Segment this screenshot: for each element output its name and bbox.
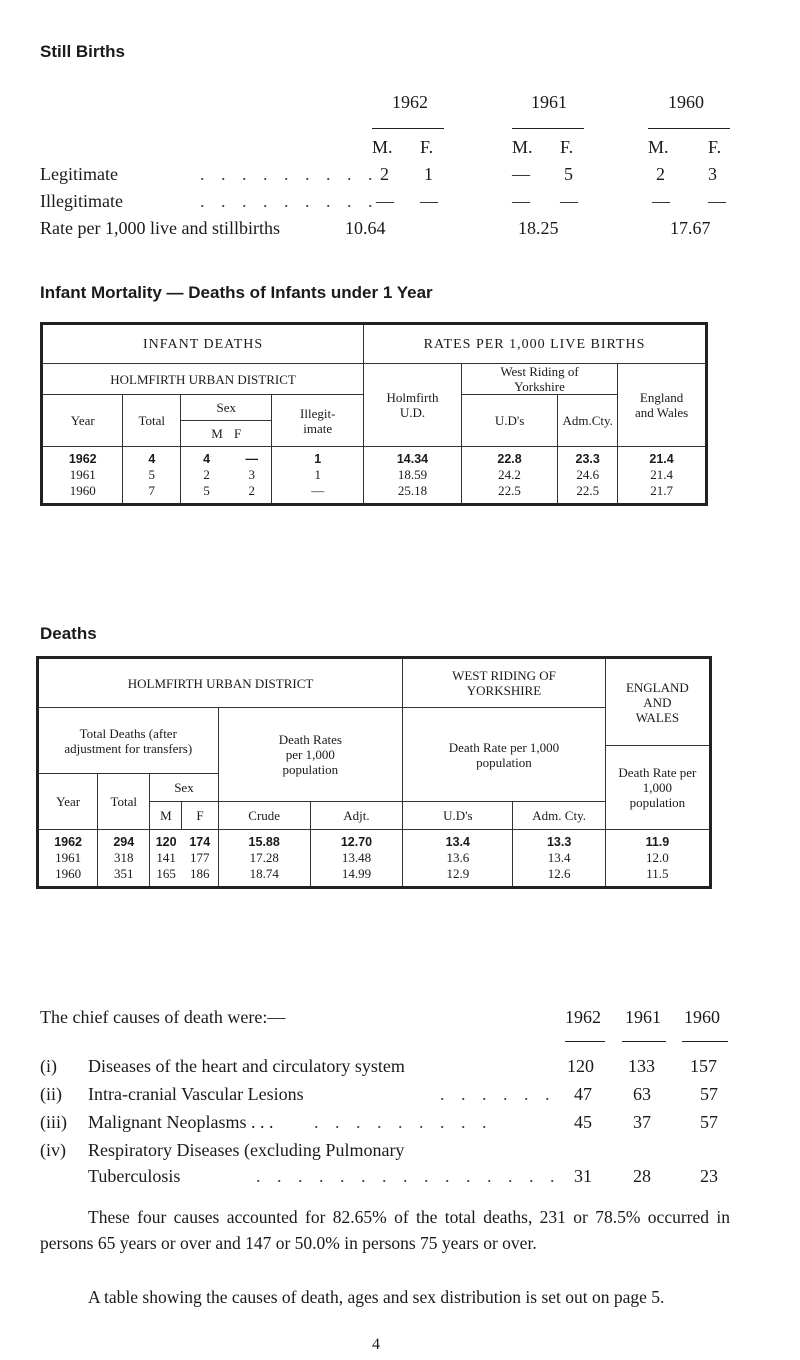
cell-adm: 13.4: [513, 850, 605, 866]
cell-ew: 21.4: [618, 447, 707, 468]
still-births-year-rule: [648, 128, 730, 129]
cell-illegit: 1: [272, 447, 364, 468]
cell-total: 7: [123, 483, 181, 505]
cell-year: 1960: [42, 483, 123, 505]
causes-year-1960: 1960: [684, 1007, 720, 1027]
table-row: [38, 830, 711, 851]
cause-value-1960: 157: [690, 1056, 717, 1076]
cell-total: 5: [123, 467, 181, 483]
causes-year-rule: [682, 1041, 728, 1042]
cause-value-1961: 63: [633, 1084, 651, 1104]
sex-header-f: F.: [420, 137, 434, 157]
cause-value-1962: 47: [574, 1084, 592, 1104]
cell-m: 5: [181, 483, 233, 505]
header-ew-death-rate: Death Rate per 1,000 population: [605, 746, 710, 830]
legitimate-label: Legitimate: [40, 164, 118, 184]
header-f: F: [182, 802, 218, 830]
cell-illegit: —: [272, 483, 364, 505]
header-west-riding: West Riding of Yorkshire: [461, 364, 617, 395]
cell-ew: 21.7: [618, 483, 707, 505]
cause-label: Malignant Neoplasms . . .: [88, 1112, 274, 1132]
illegit-1962-m: —: [376, 191, 394, 211]
cell-f: 2: [232, 483, 272, 505]
causes-year-rule: [622, 1041, 666, 1042]
cell-ew: 11.5: [605, 866, 710, 888]
cell-uds: 12.9: [403, 866, 513, 888]
sex-header-f: F.: [708, 137, 722, 157]
table-row: [38, 866, 711, 888]
still-births-year-1962: 1962: [392, 92, 428, 112]
cell-adm: 22.5: [558, 483, 618, 505]
rate-1962: 10.64: [345, 218, 386, 238]
still-births-title: Still Births: [40, 42, 126, 61]
illegit-1961-m: —: [512, 191, 530, 211]
cause-number: (ii): [40, 1084, 62, 1104]
cell-ew: 11.9: [605, 830, 710, 851]
cell-crude: 15.88: [218, 830, 310, 851]
legit-1961-f: 5: [564, 164, 573, 184]
legit-1960-m: 2: [656, 164, 665, 184]
cell-illegit: 1: [272, 467, 364, 483]
still-births-year-rule: [512, 128, 584, 129]
deaths-title: Deaths: [40, 624, 97, 643]
cell-uds: 13.4: [403, 830, 513, 851]
sex-header-m: M.: [648, 137, 669, 157]
rate-label: Rate per 1,000 live and stillbirths: [40, 218, 280, 238]
leader-dots: . . . . . . . . .: [200, 164, 379, 184]
table-row: [42, 467, 707, 483]
header-adjt: Adjt.: [310, 802, 402, 830]
illegit-1960-f: —: [708, 191, 726, 211]
header-mf: M F: [181, 421, 272, 447]
cell-adjt: 14.99: [310, 866, 402, 888]
cause-value-1961: 28: [633, 1166, 651, 1186]
legit-1961-m: —: [512, 164, 530, 184]
legit-1962-m: 2: [380, 164, 389, 184]
cell-adm: 23.3: [558, 447, 618, 468]
cell-adjt: 12.70: [310, 830, 402, 851]
header-adm-cty: Adm. Cty.: [513, 802, 605, 830]
cell-total: 294: [98, 830, 150, 851]
cause-label: Respiratory Diseases (excluding Pulmonary: [88, 1140, 405, 1160]
header-year: Year: [42, 395, 123, 447]
cause-label: Intra-cranial Vascular Lesions: [88, 1084, 304, 1104]
cause-value-1962: 31: [574, 1166, 592, 1186]
page-number: 4: [372, 1336, 380, 1353]
cell-uds: 24.2: [461, 467, 557, 483]
cause-value-1962: 45: [574, 1112, 592, 1132]
cell-f: 174: [182, 830, 218, 851]
cell-year: 1962: [42, 447, 123, 468]
cell-f: 177: [182, 850, 218, 866]
header-infant-deaths: INFANT DEATHS: [42, 324, 364, 364]
header-holmfirth-ud: Holmfirth U.D.: [364, 364, 462, 447]
cell-year: 1961: [42, 467, 123, 483]
cell-m: 4: [181, 447, 233, 468]
cause-label: Diseases of the heart and circulatory system: [88, 1056, 405, 1076]
leader-dots: . . . . . . . . .: [314, 1112, 493, 1132]
illegit-1960-m: —: [652, 191, 670, 211]
table-row: [42, 483, 707, 505]
causes-intro: The chief causes of death were:—: [40, 1007, 286, 1027]
header-adm-cty: Adm.Cty.: [558, 395, 618, 447]
causes-year-1961: 1961: [625, 1007, 661, 1027]
cell-m: 120: [150, 830, 182, 851]
header-sex: Sex: [150, 774, 218, 802]
cell-ew: 21.4: [618, 467, 707, 483]
cause-number: (iii): [40, 1112, 67, 1132]
still-births-year-1960: 1960: [668, 92, 704, 112]
rate-1960: 17.67: [670, 218, 711, 238]
legit-1962-f: 1: [424, 164, 433, 184]
cell-m: 2: [181, 467, 233, 483]
cause-number: (i): [40, 1056, 57, 1076]
table-row: [38, 850, 711, 866]
cell-ew: 12.0: [605, 850, 710, 866]
header-death-rates: Death Rates per 1,000 population: [218, 708, 403, 802]
cell-f: 186: [182, 866, 218, 888]
causes-year-1962: 1962: [565, 1007, 601, 1027]
cell-crude: 18.74: [218, 866, 310, 888]
header-total: Total: [123, 395, 181, 447]
infant-mortality-title: Infant Mortality — Deaths of Infants under 1 Year: [40, 283, 433, 302]
cell-uds: 22.5: [461, 483, 557, 505]
page-reference-paragraph: A table showing the causes of death, ages and sex distribution is set out on page 5.: [88, 1287, 665, 1307]
infant-mortality-table: [40, 322, 708, 506]
cell-adm: 12.6: [513, 866, 605, 888]
header-england-wales: ENGLAND AND WALES: [605, 658, 710, 746]
sex-header-m: M.: [372, 137, 393, 157]
leader-dots: . . . . . .: [440, 1084, 556, 1104]
causes-year-rule: [565, 1041, 605, 1042]
leader-dots: . . . . . . . . . . . . . . .: [256, 1166, 561, 1186]
cell-year: 1962: [38, 830, 98, 851]
table-row: [42, 447, 707, 468]
cell-year: 1961: [38, 850, 98, 866]
cell-adm: 24.6: [558, 467, 618, 483]
cell-holmfirth: 18.59: [364, 467, 462, 483]
header-wr-death-rate: Death Rate per 1,000 population: [403, 708, 606, 802]
cause-value-1962: 120: [567, 1056, 594, 1076]
cell-holmfirth: 25.18: [364, 483, 462, 505]
cell-total: 351: [98, 866, 150, 888]
header-m: M: [150, 802, 182, 830]
cell-m: 141: [150, 850, 182, 866]
cause-label-continued: Tuberculosis: [88, 1166, 181, 1186]
header-holmfirth-district: HOLMFIRTH URBAN DISTRICT: [42, 364, 364, 395]
cell-holmfirth: 14.34: [364, 447, 462, 468]
illegit-1962-f: —: [420, 191, 438, 211]
still-births-year-rule: [372, 128, 444, 129]
cell-uds: 13.6: [403, 850, 513, 866]
header-rates-per-1000: RATES PER 1,000 LIVE BIRTHS: [364, 324, 707, 364]
cause-number: (iv): [40, 1140, 66, 1160]
header-uds: U.D's: [461, 395, 557, 447]
cause-value-1960: 23: [700, 1166, 718, 1186]
summary-paragraph: These four causes accounted for 82.65% of the total deaths, 231 or 78.5% occurred in persons 65 years or over and 147 or 50.0% in persons 75 years or over.: [40, 1207, 730, 1253]
legit-1960-f: 3: [708, 164, 717, 184]
deaths-table: [36, 656, 712, 889]
cell-crude: 17.28: [218, 850, 310, 866]
sex-header-m: M.: [512, 137, 533, 157]
cell-year: 1960: [38, 866, 98, 888]
header-west-riding: WEST RIDING OF YORKSHIRE: [403, 658, 606, 708]
header-england-wales: England and Wales: [618, 364, 707, 447]
header-total: Total: [98, 774, 150, 830]
cell-adjt: 13.48: [310, 850, 402, 866]
illegit-1961-f: —: [560, 191, 578, 211]
cell-m: 165: [150, 866, 182, 888]
leader-dots: . . . . . . . . .: [200, 191, 379, 211]
header-holmfirth-district: HOLMFIRTH URBAN DISTRICT: [38, 658, 403, 708]
rate-1961: 18.25: [518, 218, 559, 238]
cell-f: 3: [232, 467, 272, 483]
sex-header-f: F.: [560, 137, 574, 157]
cell-total: 4: [123, 447, 181, 468]
cell-f: —: [232, 447, 272, 468]
cause-value-1960: 57: [700, 1084, 718, 1104]
header-total-deaths: Total Deaths (after adjustment for transfers): [38, 708, 219, 774]
cause-value-1960: 57: [700, 1112, 718, 1132]
cause-value-1961: 37: [633, 1112, 651, 1132]
cell-adm: 13.3: [513, 830, 605, 851]
cause-value-1961: 133: [628, 1056, 655, 1076]
header-year: Year: [38, 774, 98, 830]
illegitimate-label: Illegitimate: [40, 191, 123, 211]
header-uds: U.D's: [403, 802, 513, 830]
header-crude: Crude: [218, 802, 310, 830]
header-sex: Sex: [181, 395, 272, 421]
cell-uds: 22.8: [461, 447, 557, 468]
cell-total: 318: [98, 850, 150, 866]
header-illegitimate: Illegit-imate: [272, 395, 364, 447]
still-births-year-1961: 1961: [531, 92, 567, 112]
